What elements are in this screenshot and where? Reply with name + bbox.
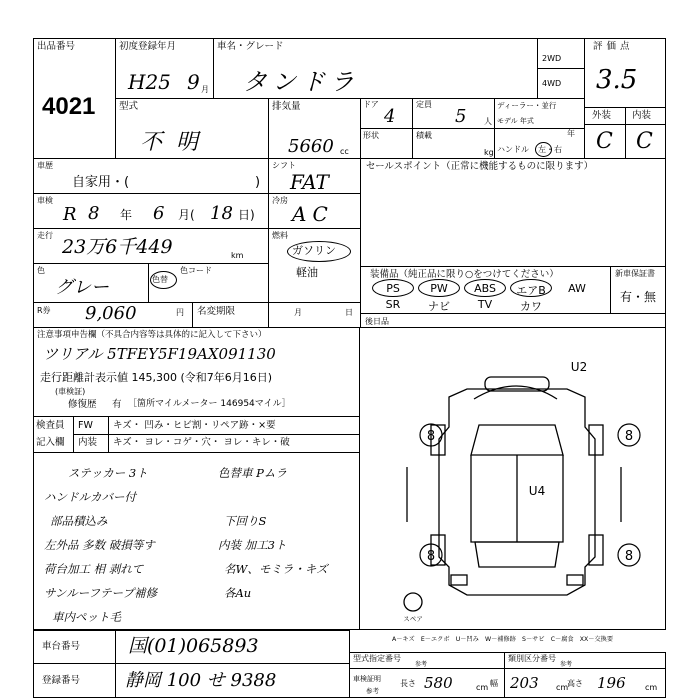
legend: A－キズ E－エクボ U－凹み W－補修跡 S－サビ C－腐食 XX－交換要 (392, 636, 614, 643)
comment-line: 色替車 Pムラ (218, 466, 287, 480)
interior-label: 内装 (632, 110, 652, 121)
recycle-value: 9,060 (85, 303, 137, 324)
seat-label: 定員 (416, 100, 432, 109)
inspector-row-2: キズ・ ヨレ・コゲ・穴・ ヨレ・キレ・破 (113, 437, 290, 448)
handle-label: ハンドル (497, 145, 529, 154)
comments-right (218, 461, 328, 605)
drive-4wd: 4WD (542, 79, 562, 88)
inspector-row-1: キズ・ 凹み・ヒビ割・リペア跡・×要 (113, 420, 276, 431)
vin-line: ツリアル 5TFEY5F19AX091130 (43, 345, 276, 363)
comment-line: 車内ペット毛 (52, 610, 121, 624)
comment-line: サンルーフテープ補修 (44, 586, 157, 600)
airbag-circle (510, 279, 552, 297)
inspection-month: 6 (153, 203, 165, 224)
comment-line: 各Au (224, 586, 252, 600)
type-cert-ref: 参考 (415, 661, 428, 668)
fuel-gas-circle (287, 241, 351, 262)
comment-line: 内装 加工3ト (218, 538, 287, 552)
warranty-value: 有・無 (620, 290, 657, 304)
inspection-day: 18 (210, 203, 233, 224)
inspector-interior: 内装 (78, 437, 98, 448)
yen-unit: 円 (176, 308, 184, 317)
color-change-circle (150, 271, 177, 289)
shift-label: シフト (272, 161, 296, 170)
type-cert-label: 型式指定番号 (353, 654, 401, 663)
inspection-year: 8 (88, 203, 100, 224)
grade-value: 3.5 (596, 65, 638, 95)
equipment-item: PW (430, 282, 448, 295)
reg-label: 初度登録年月 (119, 41, 177, 52)
color-code-label: 色コード (180, 266, 212, 275)
history-label: 車歴 (37, 161, 53, 170)
history-close: ) (255, 175, 261, 190)
new-car-warranty-label: 新車保証書 (615, 269, 655, 278)
width-label: 幅 (490, 679, 498, 688)
car-name: タンドラ (243, 68, 359, 96)
history-value: 自家用・( (72, 175, 130, 190)
ps-circle (372, 279, 414, 297)
exterior-label: 外装 (592, 110, 612, 121)
door-value: 4 (384, 106, 396, 127)
exterior-value: C (596, 129, 613, 154)
grade-label: 評価点 (593, 41, 634, 52)
inspection-year-unit: 年 (120, 208, 133, 222)
pw-circle (418, 279, 460, 297)
reg-no-label: 登録番号 (42, 675, 81, 686)
mileage-label: 走行 (37, 231, 53, 240)
class-ref: 参考 (560, 661, 573, 668)
cc-value: 5660 (288, 136, 334, 157)
odometer-line: 走行距離計表示値 145,300 (令和7年6月16日) (40, 371, 273, 384)
lot-label: 出品番号 (37, 41, 76, 52)
reg-month: 9 (187, 70, 200, 94)
comments-left (44, 461, 157, 629)
chassis-label: 車台番号 (42, 641, 81, 652)
reg-era: H25 (128, 70, 171, 94)
comment-line: 部品積込み (50, 514, 108, 528)
name-label: 車名・グレード (217, 41, 284, 52)
lot-number: 4021 (42, 93, 96, 120)
load-label: 積載 (416, 131, 432, 140)
mileage-value: 23万6千449 (62, 236, 173, 258)
width-value: 203 (510, 674, 539, 692)
inspection-label: 車検 (37, 196, 53, 205)
cert-label: 車検証明 (353, 675, 381, 683)
center-mark: U4 (528, 484, 546, 498)
color-change-label: 色替 (152, 275, 168, 284)
inspection-day-unit: 日) (238, 208, 255, 222)
color-value: グレー (55, 277, 109, 298)
repair-label: 修復歴 (68, 399, 97, 410)
corner-mark-fl: 8 (426, 429, 436, 444)
length-unit: cm (476, 683, 489, 692)
abs-circle (464, 279, 506, 297)
inspector-label-2: 記入欄 (36, 437, 65, 448)
comment-line: ステッカー 3ト (68, 466, 148, 480)
length-value: 580 (424, 674, 453, 692)
spare-label: スペア (403, 615, 423, 623)
notes-label: 注意事項申告欄（不具合内容等は具体的に記入して下さい） (37, 330, 267, 340)
comment-line: 下回りS (224, 514, 267, 528)
meter-change-line: ［箇所マイルメーター 146954マイル］ (128, 399, 291, 409)
comment-line: ハンドルカバー付 (44, 490, 136, 504)
equipment-item: ABS (474, 282, 496, 295)
handle-value: 左・右 (538, 145, 562, 154)
equipment-item: PS (386, 282, 400, 295)
sales-point-label: セールスポイント（正常に機能するものに限ります） (366, 161, 594, 172)
fuel-diesel: 軽油 (296, 266, 318, 279)
comment-line: 荷台加工 相 剥れて (44, 562, 144, 576)
name-change-label: 名変期限 (197, 306, 236, 317)
ac-label: 冷房 (272, 196, 288, 205)
name-change-day: 日 (345, 308, 353, 317)
shift-value: FAT (290, 170, 329, 194)
equipment-label: 装備品（純正品に限り○をつけてください） (370, 269, 559, 280)
equipment-row-2 (370, 298, 610, 314)
kg-unit: kg (484, 148, 494, 157)
inspection-month-unit: 月( (178, 208, 195, 222)
model-label: 型式 (119, 101, 139, 112)
ac-value: AC (292, 202, 334, 226)
handle-left-circle (535, 142, 552, 157)
height-value: 196 (597, 674, 626, 692)
door-label: ドア (363, 100, 379, 109)
reg-month-unit: 月 (201, 85, 209, 94)
class-label: 類別区分番号 (508, 654, 556, 663)
equipment-item: AW (568, 282, 586, 295)
equipment-item: SR (385, 298, 401, 311)
fuel-gas: ガソリン (292, 244, 336, 257)
inspection-era: R (63, 204, 77, 225)
model-year-label: モデル 年式 (497, 117, 534, 125)
odometer-note: (車検証) (55, 387, 86, 396)
fuel-label: 燃料 (272, 231, 288, 240)
height-unit: cm (645, 683, 658, 692)
equipment-item: TV (477, 298, 493, 311)
car-diagram (359, 327, 666, 630)
corner-mark-rr: 8 (624, 549, 634, 564)
year-unit: 年 (567, 129, 575, 138)
inspector-fw: FW (78, 420, 93, 431)
cc-label: 排気量 (272, 101, 301, 112)
corner-mark-rl: 8 (426, 549, 436, 564)
rear-seat-label: 後日品 (365, 317, 389, 326)
name-change-month: 月 (294, 308, 302, 317)
cc-unit: cc (340, 147, 349, 156)
seat-value: 5 (455, 106, 467, 127)
shape-label: 形状 (363, 131, 379, 140)
height-label: 高さ (567, 679, 583, 688)
model-value: 不明 (140, 130, 213, 155)
equipment-item: ナビ (428, 300, 450, 313)
comment-line: 左外品 多数 破損等す (44, 538, 155, 552)
color-label: 色 (37, 266, 45, 275)
equipment-item: カワ (520, 300, 542, 313)
width-unit: cm (556, 683, 569, 692)
interior-value: C (636, 129, 653, 154)
equipment-item: エアB (516, 284, 546, 297)
repair-value: 有 (112, 399, 122, 410)
km-unit: km (231, 251, 244, 260)
comment-line: 名W、モミラ・キズ (224, 562, 328, 576)
cert-ref: 参考 (366, 687, 379, 695)
top-mark: U2 (570, 360, 588, 374)
corner-mark-fr: 8 (624, 429, 634, 444)
inspector-label: 検査員 (36, 420, 65, 431)
recycle-label: R券 (37, 306, 51, 315)
chassis-value: 国(01)065893 (128, 635, 259, 657)
seat-unit: 人 (484, 117, 492, 126)
reg-no-value: 静岡 100 せ 9388 (125, 670, 277, 691)
dealer-label: ディーラー・並行 (497, 101, 557, 110)
drive-2wd: 2WD (542, 54, 562, 63)
length-label: 長さ (400, 679, 416, 688)
